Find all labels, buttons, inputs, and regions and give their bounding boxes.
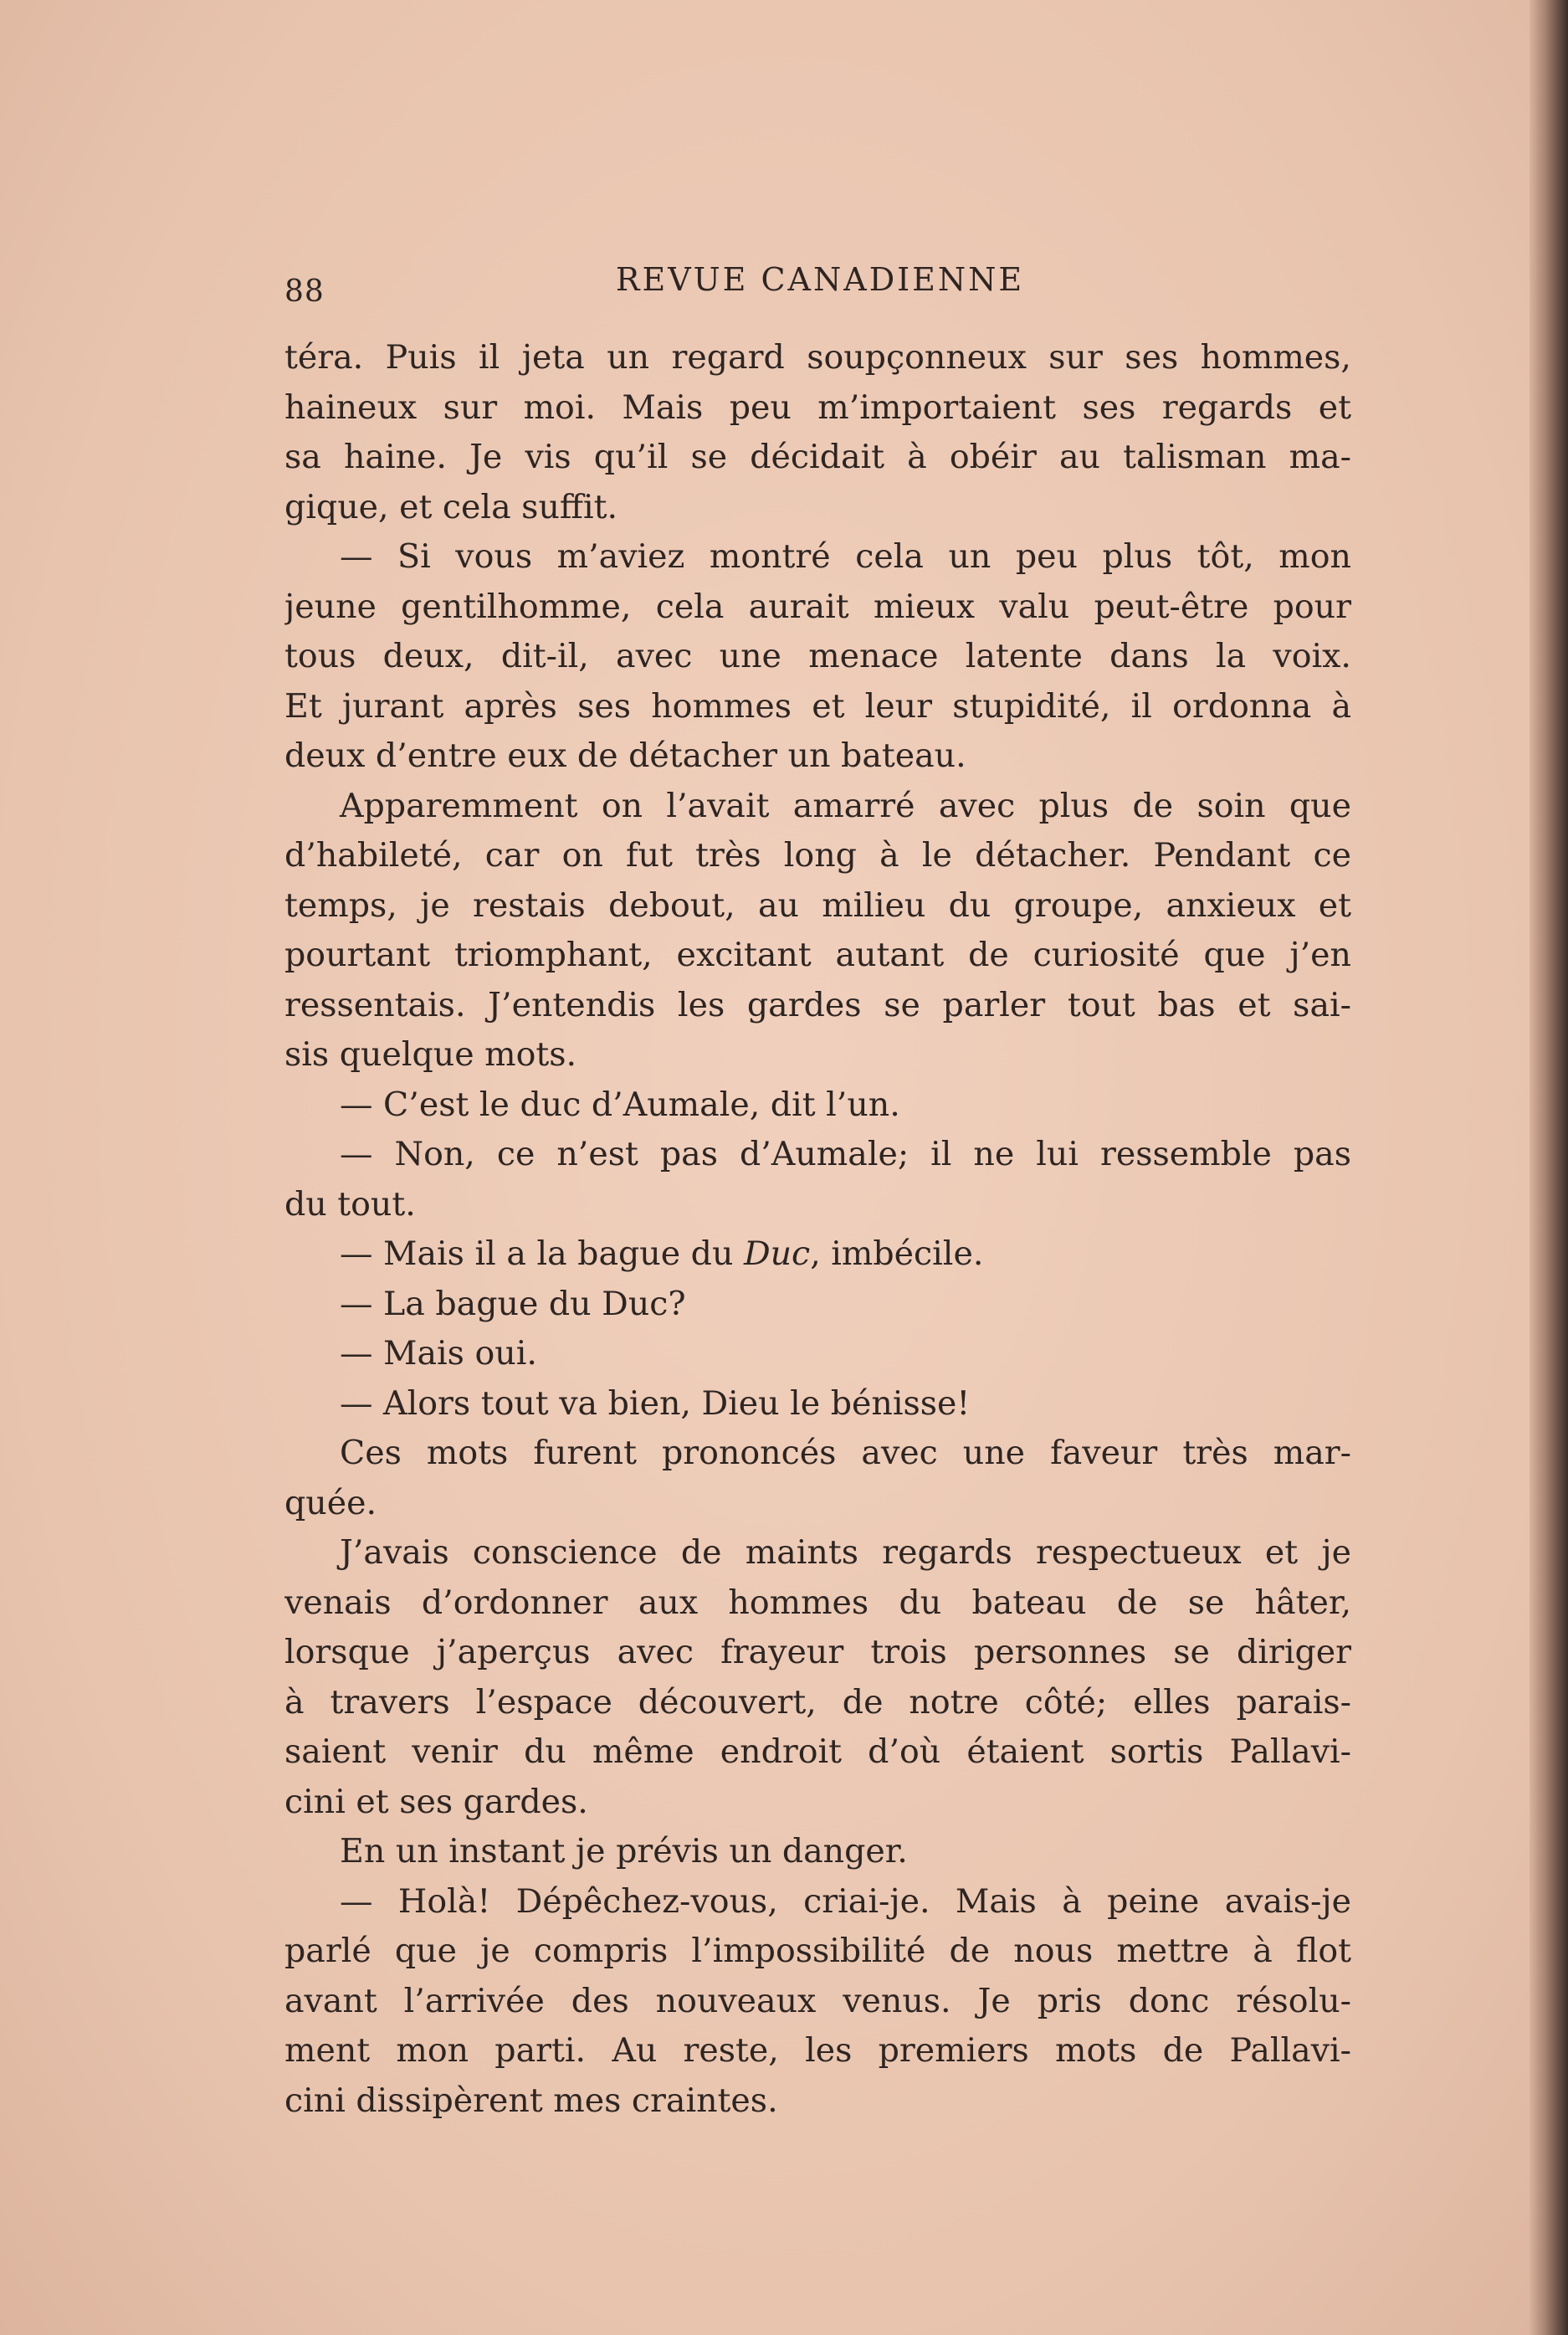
text-line: cini dissipèrent mes craintes. [284, 2081, 778, 2120]
running-head: REVUE CANADIENNE [615, 261, 1025, 298]
page-header [284, 261, 1355, 311]
text-line: venais d’ordonner aux hommes du bateau de se hâter, [284, 1583, 1351, 1622]
text-line: saient venir du même endroit d’où étaient sortis Pallavi- [284, 1732, 1351, 1771]
text-line: Et jurant après ses hommes et leur stupidité, il ordonna à [284, 686, 1351, 726]
text-line: — Holà! Dépêchez-vous, criai-je. Mais à peine avais-je [340, 1881, 1351, 1921]
text-line: J’avais conscience de maints regards respectueux et je [340, 1533, 1351, 1572]
text-line: lorsque j’aperçus avec frayeur trois personnes se diriger [284, 1633, 1351, 1671]
text-line: avant l’arrivée des nouveaux venus. Je pris donc résolu- [284, 1981, 1351, 2020]
text-line: à travers l’espace découvert, de notre côté; elles parais- [284, 1682, 1351, 1722]
text-line: Apparemment on l’avait amarré avec plus de soin que [340, 786, 1351, 825]
text-line: cini et ses gardes. [284, 1782, 588, 1821]
text-line: — Alors tout va bien, Dieu le bénisse! [340, 1383, 971, 1423]
text-line: — Mais oui. [340, 1334, 537, 1373]
text-line: — Si vous m’aviez montré cela un peu plus tôt, mon [340, 537, 1351, 576]
text-line: du tout. [284, 1184, 416, 1224]
text-line: ment mon parti. Au reste, les premiers mots de Pallavi- [284, 2031, 1351, 2070]
text-line: jeune gentilhomme, cela aurait mieux valu peut-être pour [284, 587, 1351, 626]
text-line: gique, et cela suffit. [284, 487, 618, 526]
text-line: tous deux, dit-il, avec une menace latente dans la voix. [284, 637, 1351, 675]
text-line: pourtant triomphant, excitant autant de curiosité que j’en [284, 936, 1351, 974]
text-line: quée. [284, 1483, 377, 1522]
text-line: téra. Puis il jeta un regard soupçonneux sur ses hommes, [284, 338, 1351, 377]
text-line: — Non, ce n’est pas d’Aumale; il ne lui ressemble pas [340, 1135, 1351, 1173]
text-line: sa haine. Je vis qu’il se décidait à obéir au talisman ma- [284, 438, 1351, 476]
text-line: d’habileté, car on fut très long à le détacher. Pendant ce [284, 836, 1351, 875]
body-text [284, 333, 1351, 2126]
italic-word: Duc [743, 1234, 811, 1273]
text-line: — Mais il a la bague du Duc, imbécile. [340, 1234, 984, 1273]
text-line: — La bague du Duc? [340, 1284, 686, 1323]
text-line: temps, je restais debout, au milieu du groupe, anxieux et [284, 885, 1351, 925]
text-line: sis quelque mots. [284, 1035, 577, 1074]
text-line: Ces mots furent prononcés avec une faveur très mar- [340, 1434, 1351, 1472]
text-line: En un instant je prévis un danger. [340, 1832, 908, 1871]
text-line: — C’est le duc d’Aumale, dit l’un. [340, 1085, 900, 1124]
text-line: ressentais. J’entendis les gardes se parler tout bas et sai- [284, 985, 1351, 1024]
text-line: haineux sur moi. Mais peu m’importaient ses regards et [284, 387, 1351, 427]
page-binding-edge [1530, 0, 1568, 2335]
page-number: 88 [284, 275, 325, 309]
text-line: parlé que je compris l’impossibilité de nous mettre à flot [284, 1932, 1351, 1970]
text-line: deux d’entre eux de détacher un bateau. [284, 736, 966, 775]
